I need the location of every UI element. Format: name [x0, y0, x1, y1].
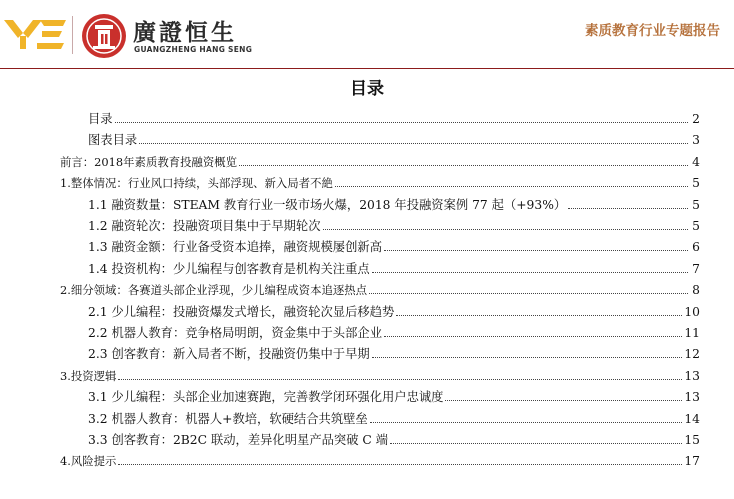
- toc-entry-label: 1.3 融资金额：行业备受资本追捧，融资规模屡创新高: [88, 240, 382, 255]
- toc-entry[interactable]: [60, 174, 700, 192]
- toc-leader-dots: [568, 208, 688, 209]
- toc-entry-page: 12: [684, 347, 700, 362]
- toc-entry[interactable]: [88, 388, 700, 406]
- toc-leader-dots: [118, 464, 682, 465]
- toc-entry[interactable]: [60, 281, 700, 299]
- toc-entry-label: 1.1 融资数量：STEAM 教育行业一级市场火爆，2018 年投融资案例 77 起（+93%）: [88, 197, 567, 212]
- toc-leader-dots: [396, 315, 682, 316]
- seal-logo-icon: [80, 12, 128, 60]
- toc-entry-label: 前言：2018年素质教育投融资概览: [60, 154, 238, 169]
- toc-leader-dots: [372, 272, 688, 273]
- toc-leader-dots: [370, 422, 683, 423]
- ye-logo-icon: [4, 16, 68, 50]
- toc-entry-label: 1.2 融资轮次：投融资项目集中于早期轮次: [88, 219, 321, 233]
- toc-entry-page: 17: [684, 454, 700, 469]
- logo-divider: [72, 16, 73, 54]
- toc-entry-label: 4.风险提示: [60, 454, 117, 469]
- toc-entry-label: 1.整体情况：行业风口持续，头部浮现、新入局者不絶: [60, 176, 333, 191]
- toc-entry[interactable]: [88, 410, 700, 428]
- toc-entry-page: 5: [692, 219, 700, 233]
- toc-entry[interactable]: [88, 324, 700, 342]
- toc-entry[interactable]: [88, 238, 700, 256]
- toc-leader-dots: [390, 443, 682, 444]
- toc-entry-label: 图表目录: [88, 133, 138, 148]
- toc-entry-label: 3.投资逻辑: [60, 368, 117, 383]
- toc-entry-page: 13: [684, 390, 700, 405]
- toc-leader-dots: [445, 400, 682, 401]
- toc-entry[interactable]: [88, 303, 700, 321]
- toc-entry-label: 2.细分领域：各赛道头部企业浮现，少儿编程成资本追逐热点: [60, 283, 368, 298]
- toc-entry-label: 2.2 机器人教育：竞争格局明朗，资金集中于头部企业: [88, 326, 382, 340]
- toc-entry[interactable]: [88, 345, 700, 363]
- toc-leader-dots: [323, 229, 688, 230]
- toc-entry[interactable]: [88, 431, 700, 449]
- toc-leader-dots: [118, 379, 682, 380]
- toc-entry-page: 13: [684, 368, 700, 383]
- toc-entry[interactable]: [60, 153, 700, 171]
- report-header: [0, 0, 734, 70]
- toc-entry[interactable]: [88, 131, 700, 149]
- toc-entry-page: 4: [692, 154, 700, 169]
- toc-leader-dots: [239, 165, 688, 166]
- toc-leader-dots: [369, 293, 688, 294]
- toc-entry-label: 3.1 少儿编程：头部企业加速赛跑，完善教学闭环强化用户忠诚度: [88, 390, 444, 405]
- toc-entry-label: 3.2 机器人教育：机器人+教培，软硬结合共筑壁垒: [88, 411, 368, 426]
- toc-entry-label: 目录: [88, 112, 113, 126]
- toc-entry-label: 1.4 投资机构：少儿编程与创客教育是机构关注重点: [88, 261, 370, 276]
- toc-entry-page: 3: [692, 133, 700, 148]
- toc-entry-page: 2: [692, 112, 700, 126]
- toc-entry-page: 10: [684, 304, 700, 319]
- toc-leader-dots: [384, 250, 688, 251]
- toc-entry[interactable]: [60, 367, 700, 385]
- toc-entry-page: 5: [692, 197, 700, 212]
- toc-entry[interactable]: [88, 196, 700, 214]
- brand-name-en: GUANGZHENG HANG SENG: [134, 45, 253, 54]
- toc-entry[interactable]: [88, 260, 700, 278]
- toc-entry[interactable]: [60, 452, 700, 470]
- toc-entry-page: 6: [692, 240, 700, 255]
- toc-leader-dots: [335, 186, 688, 187]
- report-title: 素质教育行业专题报告: [585, 23, 720, 39]
- brand-name-cn: 廣證恒生: [133, 20, 237, 46]
- toc-leader-dots: [115, 122, 688, 123]
- toc-leader-dots: [139, 143, 688, 144]
- toc-entry-page: 7: [692, 261, 700, 276]
- toc-entry-page: 5: [692, 176, 700, 191]
- toc-title: 目录: [350, 79, 384, 99]
- toc-leader-dots: [384, 336, 682, 337]
- header-rule: [0, 68, 734, 69]
- toc-entry-page: 8: [692, 283, 700, 298]
- toc-entry-label: 2.3 创客教育：新入局者不断，投融资仍集中于早期: [88, 347, 370, 362]
- toc-entry[interactable]: [88, 110, 700, 128]
- toc-entry[interactable]: [88, 217, 700, 235]
- toc-entry-label: 2.1 少儿编程：投融资爆发式增长，融资轮次显后移趋势: [88, 304, 395, 319]
- toc-leader-dots: [372, 357, 683, 358]
- toc-entry-page: 15: [684, 433, 700, 447]
- toc-entry-label: 3.3 创客教育：2B2C 联动，差异化明星产品突破 C 端: [88, 433, 389, 447]
- toc-entry-page: 11: [684, 326, 700, 340]
- toc-entry-page: 14: [684, 411, 700, 426]
